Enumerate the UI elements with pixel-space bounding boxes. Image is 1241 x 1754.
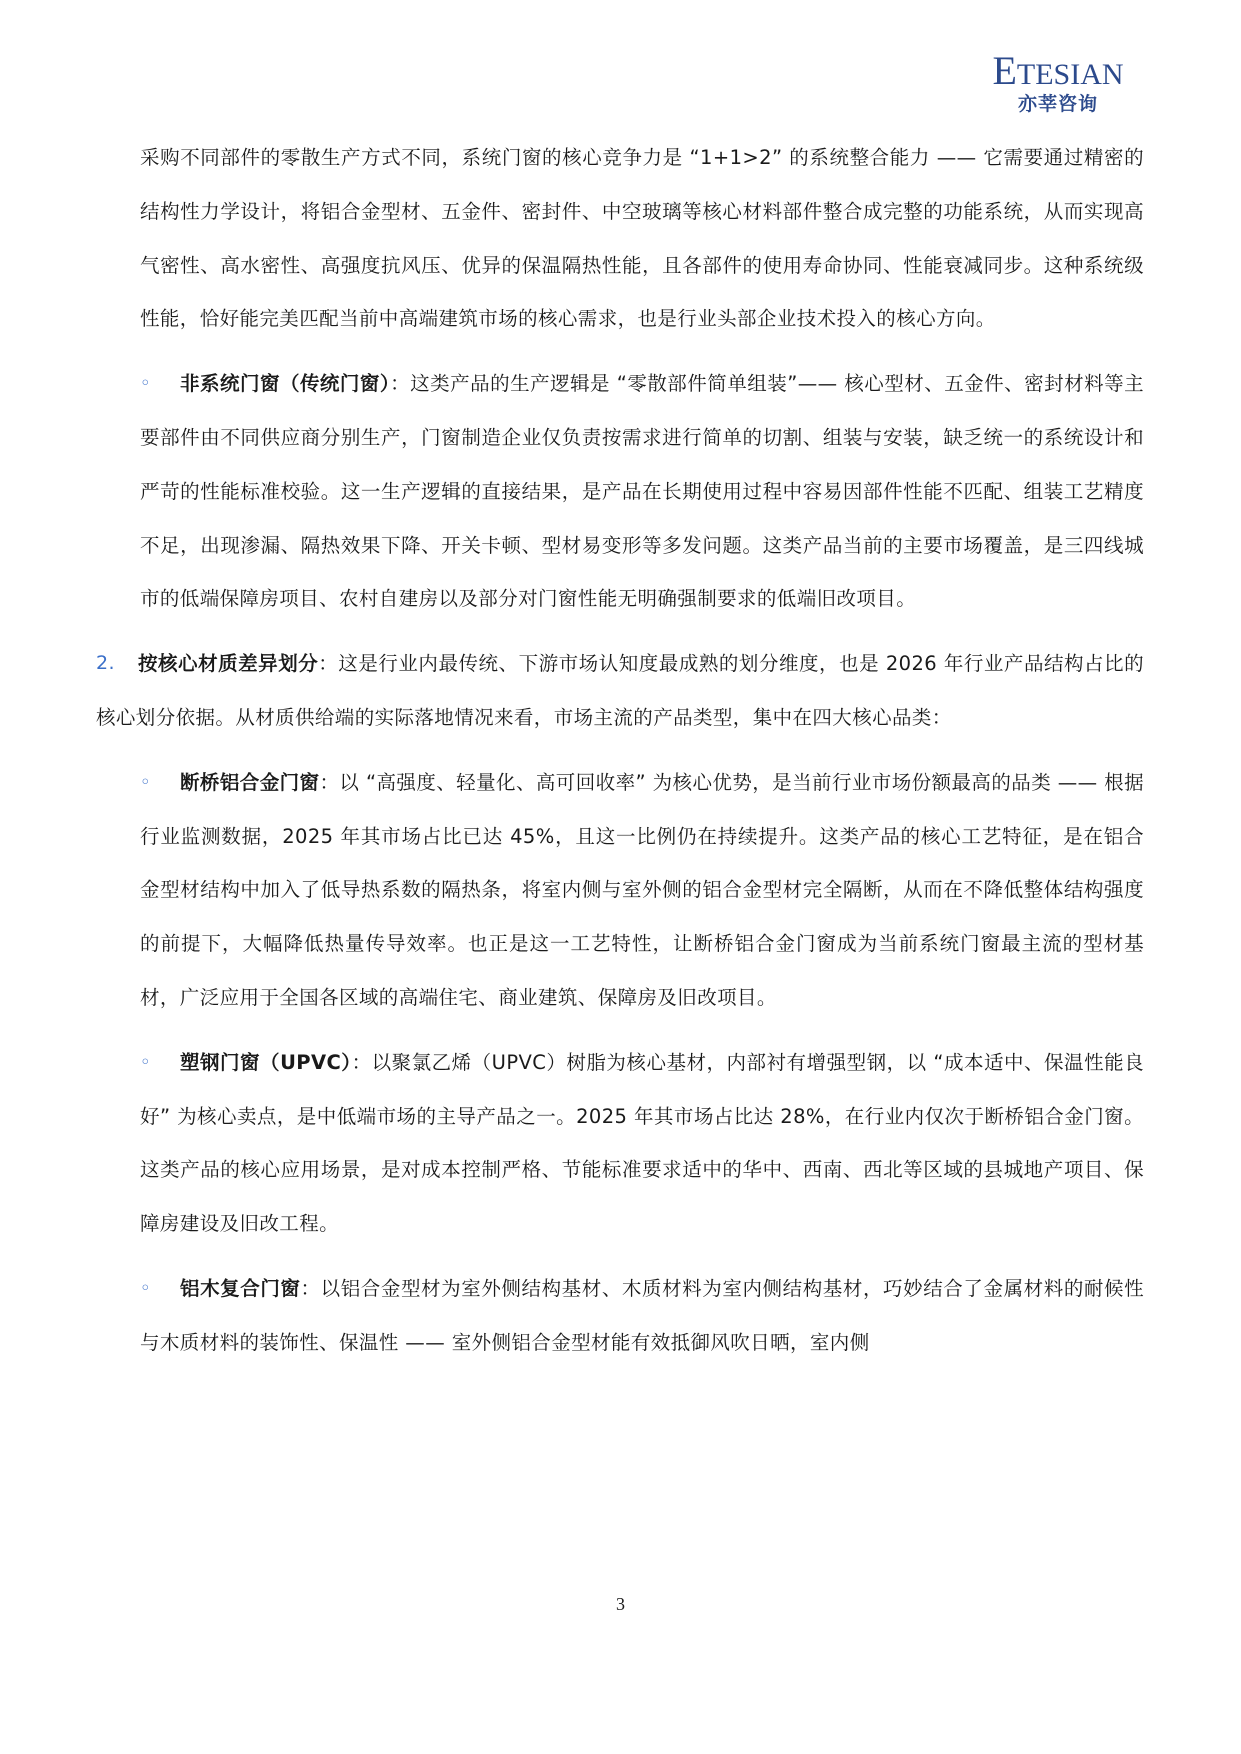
bullet-upvc-windows xyxy=(96,1036,1144,1251)
bullet-title: 非系统门窗（传统门窗） xyxy=(180,372,391,396)
bullet-aluminum-wood-windows xyxy=(96,1262,1144,1370)
intro-paragraph: 采购不同部件的零散生产方式不同，系统门窗的核心竞争力是 “1+1>2” 的系统整合能力 —— 它需要通过精密的结构性力学设计，将铝合金型材、五金件、密封件、中空玻璃等核心材料部件整合成完整的功能系统，从而实现高气密性、高水密性、高强度抗风压、优异的保温隔热性能，且各部件的使用寿命协同、性能衰减同步。这种系统级性能，恰好能完美匹配当前中高端建筑市场的核心需求，也是行业头部企业技术投入的核心方向。 xyxy=(140,146,1144,331)
bullet-circle-icon: ◦ xyxy=(140,771,152,793)
page-number: 3 xyxy=(616,1594,625,1614)
bullet-circle-icon: ◦ xyxy=(140,1277,152,1299)
bullet-text: ：以聚氯乙烯（UPVC）树脂为核心基材，内部衬有增强型钢，以 “成本适中、保温性能良好” 为核心卖点，是中低端市场的主导产品之一。2025 年其市场占比达 28%，在行业内仅次于断桥铝合金门窗。这类产品的核心应用场景，是对成本控制严格、节能标准要求适中的华中、西南、西北等区域的县城地产项目、保障房建设及旧改工程。 xyxy=(140,1050,1144,1236)
document-body xyxy=(96,131,1144,1370)
bullet-text: ：这类产品的生产逻辑是 “零散部件简单组装”—— 核心型材、五金件、密封材料等主要部件由不同供应商分别生产，门窗制造企业仅负责按需求进行简单的切割、组装与安装，缺乏统一的系统设计和严苛的性能标准校验。这一生产逻辑的直接结果，是产品在长期使用过程中容易因部件性能不匹配、组装工艺精度不足，出现渗漏、隔热效果下降、开关卡顿、型材易变形等多发问题。这类产品当前的主要市场覆盖，是三四线城市的低端保障房项目、农村自建房以及部分对门窗性能无明确强制要求的低端旧改项目。 xyxy=(140,372,1145,611)
section-text: ：这是行业内最传统、下游市场认知度最成熟的划分维度，也是 2026 年行业产品结构占比的核心划分依据。从材质供给端的实际落地情况来看，市场主流的产品类型，集中在四大核心品类： xyxy=(96,652,1144,729)
bullet-circle-icon: ◦ xyxy=(140,1051,152,1073)
bullet-circle-icon: ◦ xyxy=(140,373,152,395)
logo-english: ETESIAN xyxy=(992,48,1124,93)
bullet-title: 铝木复合门窗 xyxy=(180,1276,301,1300)
bullet-text: ：以铝合金型材为室外侧结构基材、木质材料为室内侧结构基材，巧妙结合了金属材料的耐候性与木质材料的装饰性、保温性 —— 室外侧铝合金型材能有效抵御风吹日晒，室内侧 xyxy=(140,1276,1144,1354)
section-number: 2. xyxy=(96,652,115,675)
bullet-text: ：以 “高强度、轻量化、高可回收率” 为核心优势，是当前行业市场份额最高的品类 —— 根据行业监测数据，2025 年其市场占比已达 45%，且这一比例仍在持续提升。这类产品的核心工艺特征，是在铝合金型材结构中加入了低导热系数的隔热条，将室内侧与室外侧的铝合金型材完全隔断，从而在不降低整体结构强度的前提下，大幅降低热量传导效率。也正是这一工艺特性，让断桥铝合金门窗成为当前系统门窗最主流的型材基材，广泛应用于全国各区域的高端住宅、商业建筑、保障房及旧改项目。 xyxy=(140,770,1144,1009)
bullet-aluminum-windows xyxy=(96,756,1144,1025)
bullet-title: 断桥铝合金门窗 xyxy=(180,770,320,794)
bullet-non-system-windows xyxy=(96,357,1144,626)
section-2-material-classification xyxy=(96,637,1144,745)
logo-chinese: 亦莘咨询 xyxy=(1017,93,1098,115)
bullet-title: 塑钢门窗（UPVC） xyxy=(180,1050,352,1074)
section-title: 按核心材质差异划分 xyxy=(138,652,319,676)
company-logo xyxy=(983,48,1133,116)
